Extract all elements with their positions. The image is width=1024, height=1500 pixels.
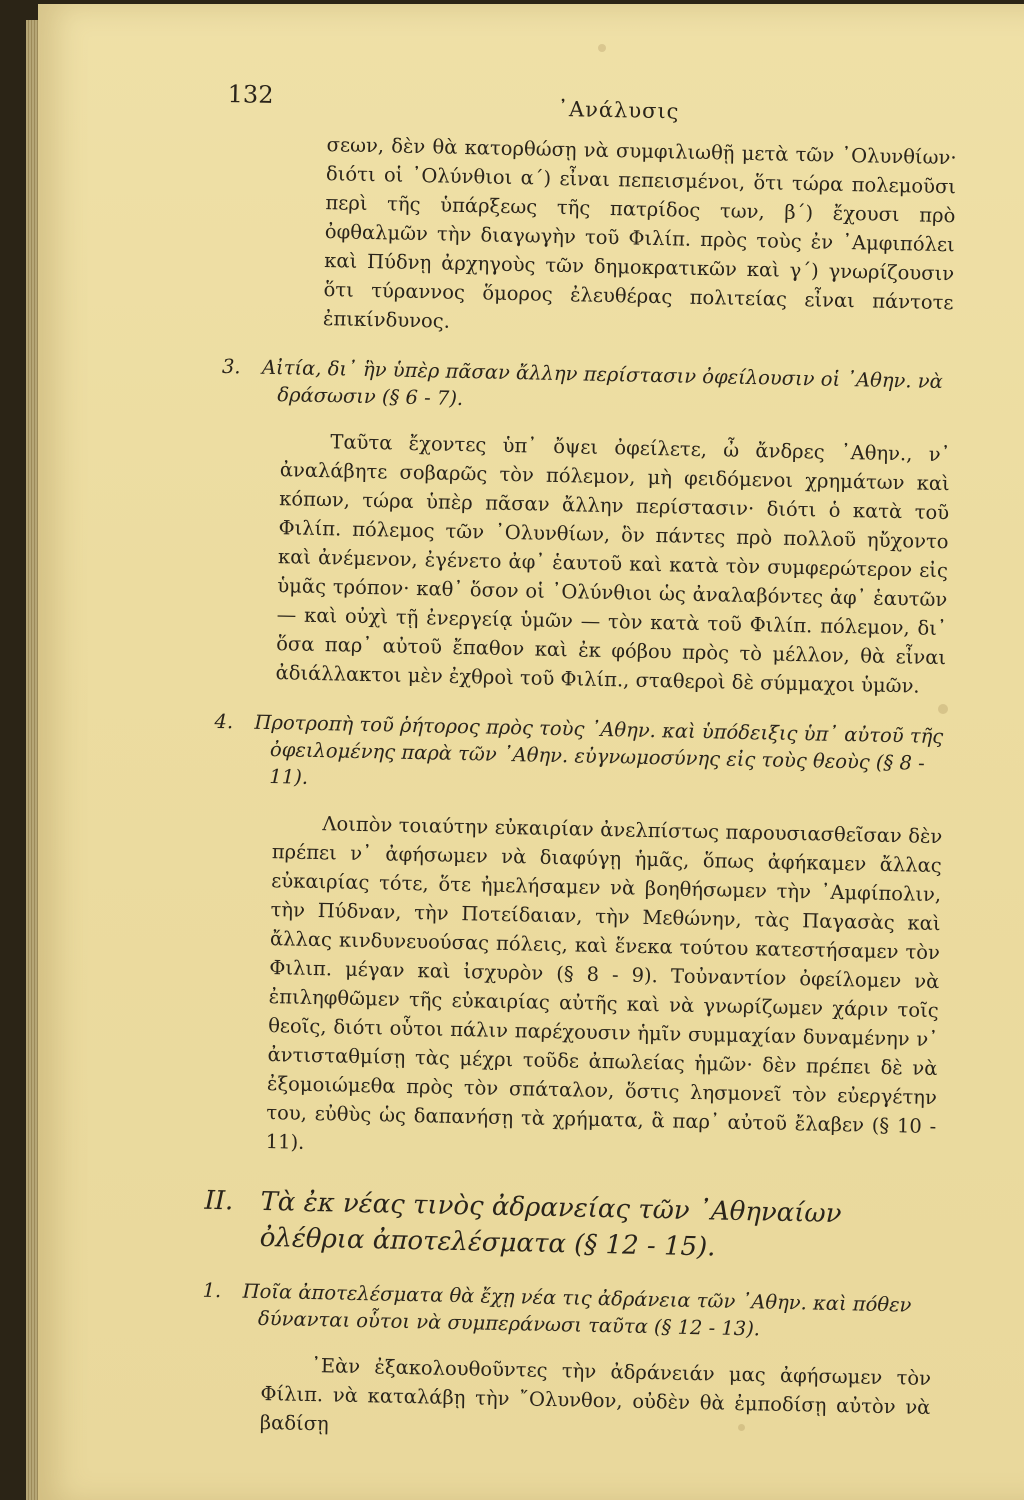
subheading-3	[221, 353, 952, 422]
subheading-3-text: Αἰτία, δι᾿ ἣν ὑπὲρ πᾶσαν ἄλλην περίστασιν ὀφείλουσιν οἱ ᾿Αθην. νὰ δράσωσιν (§ 6 - 7).	[261, 355, 944, 410]
page-content	[200, 80, 958, 1451]
section-ii-text: Τὰ ἐκ νέας τινὸς ἀδρανείας τῶν ᾿Αθηναίων ὀλέθρια ἀποτελέσματα (§ 12 - 15).	[259, 1186, 842, 1263]
paragraph-2: Ταῦτα ἔχοντες ὑπ᾿ ὄψει ὀφείλετε, ὦ ἄνδρες ᾿Αθην., ν᾿ ἀναλάβητε σοβαρῶς τὸν πόλεμον, μὴ φειδόμενοι χρημάτων καὶ κόπων, τώρα ὑπὲρ πᾶσαν ἄλλην περίστασιν· διότι ὁ κατὰ τοῦ Φιλίπ. πόλεμος τῶν ᾿Ολυνθίων, ὃν πάντες πρὸ πολλοῦ ηὔχοντο καὶ ἀνέμενον, ἐγένετο ἀφ᾿ ἑαυτοῦ καὶ κατὰ τὸν συμφερώτερον εἰς ὑμᾶς τρόπον· καθ᾿ ὅσον οἱ ᾿Ολύνθιοι ὡς ἀναλαβόντες ἀφ᾿ ἑαυτῶν — καὶ οὐχὶ τῇ ἐνεργείᾳ ὑμῶν — τὸν κατὰ τοῦ Φιλίπ. πόλεμον, δι᾿ ὅσα παρ᾿ αὐτοῦ ἔπαθον καὶ ἐκ φόβου πρὸς τὸ μέλλον, θὰ εἶναι ἀδιάλλακτοι μὲν ἐχθροὶ τοῦ Φιλίπ., σταθεροὶ δὲ σύμμαχοι ὑμῶν.	[275, 430, 951, 698]
section-heading-ii	[203, 1183, 934, 1270]
subheading-1-text: Ποῖα ἀποτελέσματα θὰ ἔχῃ νέα τις ἀδράνεια τῶν ᾿Αθην. καὶ πόθεν δύνανται οὗτοι νὰ συμπεράνωσι ταῦτα (§ 12 - 13).	[242, 1279, 912, 1341]
subheading-1-number: 1.	[202, 1278, 222, 1303]
subheading-3-number: 3.	[221, 354, 241, 379]
paragraph-3: Λοιπὸν τοιαύτην εὐκαιρίαν ἀνελπίστως παρουσιασθεῖσαν δὲν πρέπει ν᾿ ἀφήσωμεν νὰ διαφύγῃ ἡμᾶς, ὅπως ἀφήκαμεν ἄλλας εὐκαιρίας τότε, ὅτε ἠμελήσαμεν νὰ βοηθήσωμεν τὴν ᾿Αμφίπολιν, τὴν Πύδναν, τὴν Ποτείδαιαν, τὴν Μεθώνην, τὰς Παγασὰς καὶ ἄλλας κινδυνευούσας πόλεις, καὶ ἕνεκα τούτου κατεστήσαμεν τὸν Φιλιπ. μέγαν καὶ ἰσχυρὸν (§ 8 - 9). Τοὐναντίον ὀφείλομεν νὰ ἐπιληφθῶμεν τῆς εὐκαιρίας αὐτῆς καὶ νὰ γνωρίζωμεν χάριν τοῖς θεοῖς, διότι οὗτοι πάλιν παρέχουσιν ἡμῖν συμμαχίαν δυναμένην ν᾿ ἀντισταθμίσῃ τὰς μέχρι τοῦδε ἀπωλείας ἡμῶν· δὲν πρέπει δὲ νὰ ἐξομοιώμεθα πρὸς τὸν σπάταλον, ὅστις λησμονεῖ τὸν εὐεργέτην του, εὐθὺς ὡς δαπανήσῃ τὰ χρήματα, ἃ παρ᾿ αὐτοῦ ἔλαβεν (§ 10 - 11).	[265, 812, 943, 1154]
section-ii-number: II.	[204, 1185, 234, 1217]
running-title: ᾿Ανάλυσις	[557, 96, 680, 124]
page-number: 132	[227, 80, 274, 109]
subheading-1	[202, 1277, 933, 1346]
subheading-4-number: 4.	[214, 709, 234, 734]
paragraph-1: σεων, δὲν θὰ κατορθώσῃ νὰ συμφιλιωθῇ μετὰ τῶν ᾿Ολυνθίων· διότι οἱ ᾿Ολύνθιοι α΄) εἶναι πεπεισμένοι, ὅτι τώρα πολεμοῦσι περὶ τῆς ὑπάρξεως τῆς πατρίδος των, β΄) ἔχουσι πρὸ ὀφθαλμῶν τὴν διαγωγὴν τοῦ Φιλίπ. πρὸς τοὺς ἐν ᾿Αμφιπόλει καὶ Πύδνῃ ἀρχηγοὺς τῶν δημοκρατικῶν καὶ γ΄) γνωρίζουσιν ὅτι τύραννος ὅμορος ἐλευθέρας πολιτείας εἶναι πάντοτε ἐπικίνδυνος.	[322, 133, 957, 333]
paragraph-4: ᾿Εὰν ἐξακολουθοῦντες τὴν ἀδράνειάν μας ἀφήσωμεν τὸν Φίλιπ. νὰ καταλάβῃ τὴν ῎Ολυνθον, οὐδὲν θὰ ἐμποδίσῃ αὐτὸν νὰ βαδίσῃ	[259, 1354, 932, 1436]
subheading-4-text: Προτροπὴ τοῦ ῥήτορος πρὸς τοὺς ᾿Αθην. καὶ ὑπόδειξις ὑπ᾿ αὐτοῦ τῆς ὀφειλομένης παρὰ τῶν ᾿Αθην. εὐγνωμοσύνης εἰς τοὺς θεοὺς (§ 8 - 11).	[254, 710, 944, 789]
subheading-4	[213, 708, 945, 804]
